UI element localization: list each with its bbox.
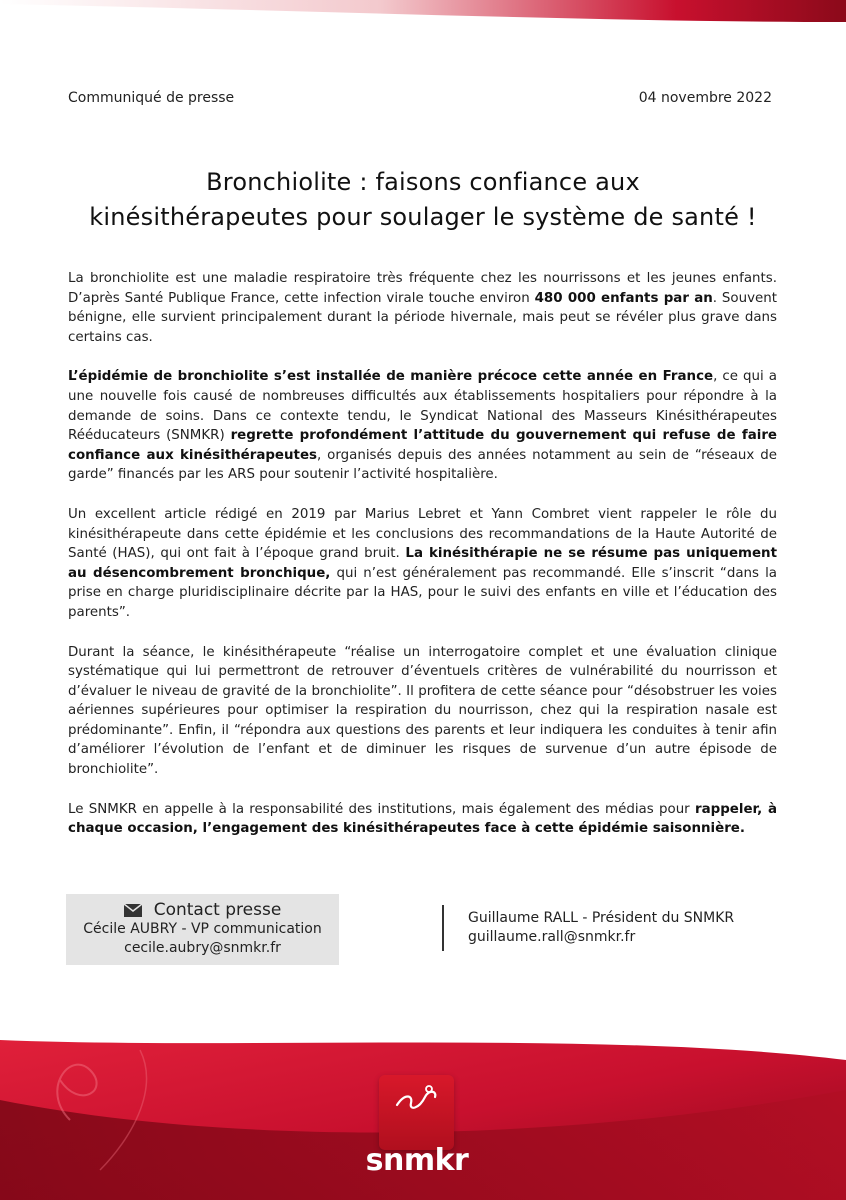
paragraph-3	[68, 505, 777, 623]
title-line-2: kinésithérapeutes pour soulager le système de santé !	[89, 203, 757, 231]
p2-text: , ce qui a une nouvelle fois causé de nombreuses difficultés aux établissements hospitaliers pour répondre à la demande de soins. Dans ce contexte tendu, le Syndicat National des Masseurs Kinésithérapeutes Rééducateurs (SNMKR)	[68, 369, 777, 444]
p3-text: Un excellent article rédigé en 2019 par Marius Lebret et Yann Combret vient rappeler le rôle du kinésithérapeute dans cette épidémie et les conclusions des recommandations de la Haute Autorité de Santé (HAS), qui ont fait à l’époque grand bruit.	[68, 506, 777, 562]
snmkr-logo	[379, 1075, 454, 1150]
document-type-label: Communiqué de presse	[68, 90, 235, 106]
p2-text-end: , organisés depuis des années notamment au sein de “réseaux de garde” financés par les ARS pour soutenir l’activité hospitalière.	[68, 447, 777, 483]
p3-text-end: qui n’est généralement pas recommandé. Elle s’inscrit “dans la prise en charge pluridisciplinaire décrite par la HAS, pour le suivi des enfants en ville et l’éducation des parents”.	[68, 565, 778, 620]
p1-text: La bronchiolite est une maladie respiratoire très fréquente chez les nourrissons et les jeunes enfants. D’après Santé Publique France, cette infection virale touche environ	[68, 271, 777, 306]
signer-email[interactable]: guillaume.rall@snmkr.fr	[468, 929, 636, 945]
document-date: 04 novembre 2022	[638, 90, 772, 106]
press-contact-box	[66, 894, 339, 965]
logo-mark-icon	[379, 1075, 454, 1125]
top-decorative-band	[0, 0, 846, 24]
envelope-icon	[124, 904, 142, 917]
signer-block	[468, 909, 734, 947]
page-title	[40, 165, 806, 235]
paragraph-2	[68, 367, 777, 485]
vertical-divider	[442, 905, 444, 951]
p1-bold: 480 000 enfants par an	[534, 290, 713, 306]
press-contact-name: Cécile AUBRY - VP communication	[83, 921, 322, 937]
title-line-1: Bronchiolite : faisons confiance aux	[206, 168, 640, 196]
p3-bold: La kinésithérapie ne se résume pas uniquement au désencombrement bronchique,	[68, 546, 777, 581]
press-contact-email[interactable]: cecile.aubry@snmkr.fr	[124, 940, 281, 956]
logo-wordmark: snmkr	[365, 1143, 469, 1178]
press-contact-title: Contact presse	[153, 900, 282, 920]
p2-bold-1: L’épidémie de bronchiolite s’est installée de manière précoce cette année en France	[68, 369, 714, 385]
paragraph-5	[68, 800, 777, 839]
p2-bold-2: regrette profondément l’attitude du gouvernement qui refuse de faire confiance aux kinésithérapeutes	[68, 428, 778, 463]
article-body	[68, 269, 777, 859]
p5-bold: rappeler, à chaque occasion, l’engagement des kinésithérapeutes face à cette épidémie saisonnière.	[68, 801, 777, 837]
paragraph-1	[68, 269, 777, 347]
signer-name: Guillaume RALL - Président du SNMKR	[468, 910, 735, 926]
p1-text-end: . Souvent bénigne, elle survient principalement durant la période hivernale, mais peut se révéler plus grave dans certains cas.	[68, 290, 777, 345]
press-contact-heading	[66, 900, 339, 920]
p5-text: Le SNMKR en appelle à la responsabilité des institutions, mais également des médias pour	[68, 801, 695, 817]
paragraph-4: Durant la séance, le kinésithérapeute “réalise un interrogatoire complet et une évaluation clinique systématique qui lui permettront de retrouver d’éventuels critères de vulnérabilité du nourrisson et d’évaluer le niveau de gravité de la bronchiolite”. Il profitera de cette séance pour “désobstruer les voies aériennes supérieures pour optimiser la respiration du nourrisson, chez qui la respiration nasale est prédominante”. Enfin, il “répondra aux questions des parents et leur indiquera les conduites à tenir afin d’améliorer l’évolution de l’enfant et de diminuer les risques de survenue d’un autre épisode de bronchiolite”.	[68, 644, 777, 778]
